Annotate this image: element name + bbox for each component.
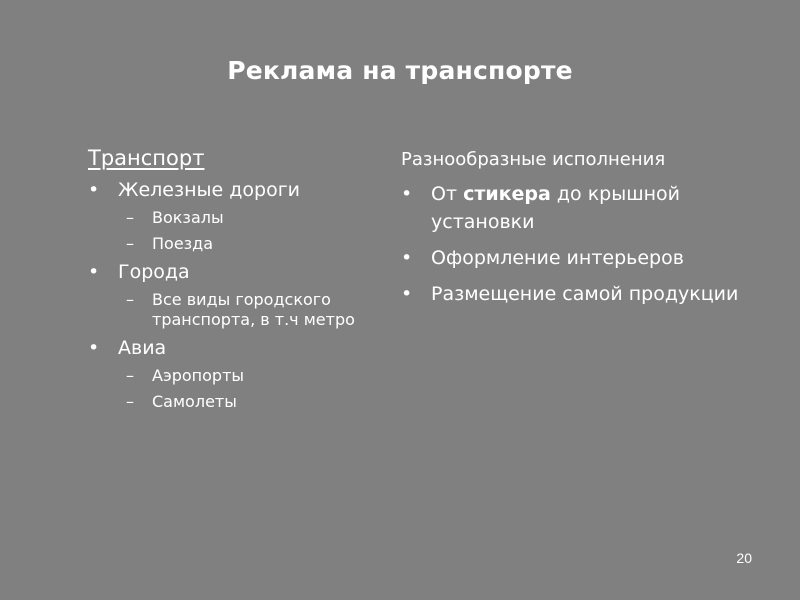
- bullet-icon: •: [401, 283, 413, 305]
- sub-item-label: Поезда: [152, 234, 214, 253]
- list-item-bold: стикера: [463, 183, 551, 205]
- list-item: [401, 244, 771, 272]
- list-item-label: Авиа: [118, 337, 167, 359]
- sub-item: [88, 392, 388, 412]
- bullet-icon: •: [401, 247, 413, 269]
- bullet-icon: •: [88, 179, 100, 201]
- dash-icon: –: [126, 208, 134, 227]
- page-number: 20: [736, 550, 752, 566]
- list-item-aviation: [88, 336, 388, 412]
- sub-item: [88, 234, 388, 254]
- sub-item-label: Все виды городского транспорта, в т.ч метро: [152, 290, 355, 329]
- sub-item-label: Самолеты: [152, 392, 237, 411]
- list-item: [401, 280, 771, 308]
- bullet-icon: •: [401, 183, 413, 205]
- sub-item: [88, 290, 388, 330]
- bullet-icon: •: [88, 337, 100, 359]
- sub-item: [88, 366, 388, 386]
- list-item: [401, 180, 771, 236]
- list-item-label: Размещение самой продукции: [431, 283, 739, 305]
- sub-list: [88, 366, 388, 412]
- left-heading: Транспорт: [88, 146, 205, 170]
- list-item-label: Железные дороги: [118, 179, 301, 201]
- right-heading: Разнообразные исполнения: [401, 149, 666, 170]
- list-item-suffix: до крышной установки: [431, 183, 681, 233]
- list-item-cities: [88, 260, 388, 330]
- right-list: [401, 180, 771, 308]
- dash-icon: –: [126, 234, 134, 253]
- sub-list: [88, 290, 388, 330]
- list-item-prefix: От: [431, 183, 464, 205]
- left-list: [88, 178, 388, 412]
- dash-icon: –: [126, 366, 134, 385]
- sub-list: [88, 208, 388, 254]
- right-column: [401, 146, 771, 316]
- list-item-label: Оформление интерьеров: [431, 247, 684, 269]
- left-column: [88, 146, 388, 418]
- slide-title: Реклама на транспорте: [227, 56, 573, 85]
- list-item-label: Города: [118, 261, 190, 283]
- sub-item: [88, 208, 388, 228]
- bullet-icon: •: [88, 261, 100, 283]
- list-item-railways: [88, 178, 388, 254]
- dash-icon: –: [126, 392, 134, 411]
- dash-icon: –: [126, 290, 134, 309]
- sub-item-label: Вокзалы: [152, 208, 224, 227]
- sub-item-label: Аэропорты: [152, 366, 245, 385]
